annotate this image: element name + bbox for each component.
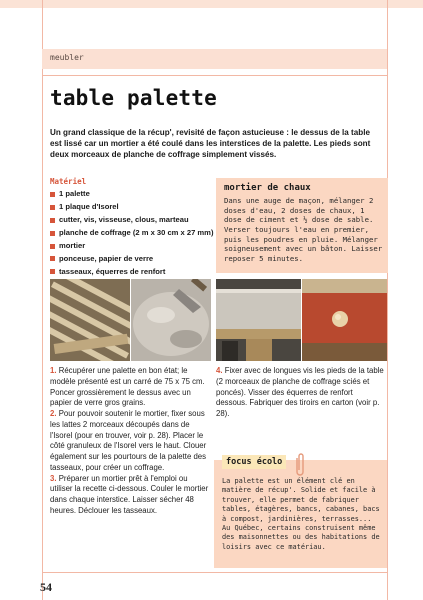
bullet-square-icon: [50, 244, 55, 249]
mortier-title: mortier de chaux: [224, 183, 311, 193]
mortier-text: Dans une auge de maçon, mélanger 2 doses d'eau, 2 doses de chaux, 1 dose de ciment et ½ dose de sable. Verser toujours l'eau en premier, puis les poudres en pluie. Mélanger soigneusement avec un bâton. Laisser reposer 5 minutes.: [224, 196, 383, 263]
bullet-square-icon: [50, 231, 55, 236]
step-1: 1. Récupérer une palette en bon état; le modèle présenté est un carré de 75 x 75 cm. Poncer grossièrement le dessus avec un papier de verre gros grains.: [50, 366, 205, 408]
section-band: [42, 49, 387, 69]
page-title: table palette: [50, 86, 217, 110]
step-2: 2. Pour pouvoir soutenir le mortier, fixer sous les lattes 2 morceaux découpés dans de l'Isorel (pour en trouver, voir p. 28). Placer le côté granuleux de l'Isorel vers le haut. Clouer également sur les pourtours de la palette des tasseaux, pour créer un coffrage.: [50, 409, 207, 472]
steps-right-column: [216, 366, 384, 420]
top-margin-band: [0, 0, 423, 8]
steps-left-column: [50, 366, 212, 517]
intro-paragraph: Un grand classique de la récup', revisité de façon astucieuse : le dessus de la table est lissé car un mortier a été coulé dans les interstices de la palette. Les pieds sont deux morceaux de planche de coffrage simplement vissés.: [50, 128, 371, 159]
materials-item: 1 plaque d'Isorel: [50, 201, 213, 214]
bullet-square-icon: [50, 205, 55, 210]
section-label: meubler: [50, 53, 84, 62]
materials-item: cutter, vis, visseuse, clous, marteau: [50, 214, 213, 227]
materials-heading: Matériel: [50, 177, 87, 186]
bullet-square-icon: [50, 192, 55, 197]
materials-item: tasseaux, équerres de renfort: [50, 265, 213, 278]
bullet-square-icon: [50, 256, 55, 261]
photo-drawer-knob: [302, 279, 387, 361]
photo-pallet-slats: [50, 279, 130, 361]
photo-mortar-trowel: [131, 279, 211, 361]
bullet-square-icon: [50, 218, 55, 223]
materials-item: 1 palette: [50, 188, 213, 201]
focus-text: La palette est un élément clé en matière de récup'. Solide et facile à trouver, elle permet de fabriquer tables, étagères, bancs, cabanes, bacs à compost, jardinières, terrasses... Au Québec, certains construisent même des maisonnettes ou des habitations de loisirs avec ce matériau.: [222, 477, 380, 551]
step-3: 3. Préparer un mortier prêt à l'emploi ou utiliser la recette ci-dessous. Couler le mortier dans chaque interstice. Laisser sécher 48 heures. Déclouer les tasseaux.: [50, 473, 209, 515]
materials-item: mortier: [50, 240, 213, 253]
page-number: 54: [40, 580, 52, 594]
materials-item: planche de coffrage (2 m x 30 cm x 27 mm): [50, 227, 213, 240]
left-guide-line: [42, 0, 43, 600]
focus-title: focus écolo: [226, 457, 283, 467]
photo-table-top: [216, 279, 301, 361]
materials-list: [50, 188, 213, 278]
divider-top: [42, 75, 387, 76]
materials-item: ponceuse, papier de verre: [50, 252, 213, 265]
right-guide-line: [387, 0, 388, 600]
step-4: 4. Fixer avec de longues vis les pieds de la table (2 morceaux de planche de coffrage sciés et poncés). Visser des équerres de renfort dessous. Fabriquer des tiroirs en carton (voir p. 28).: [216, 366, 384, 418]
divider-bottom: [42, 572, 387, 573]
bullet-square-icon: [50, 269, 55, 274]
paperclip-icon: [294, 452, 306, 478]
